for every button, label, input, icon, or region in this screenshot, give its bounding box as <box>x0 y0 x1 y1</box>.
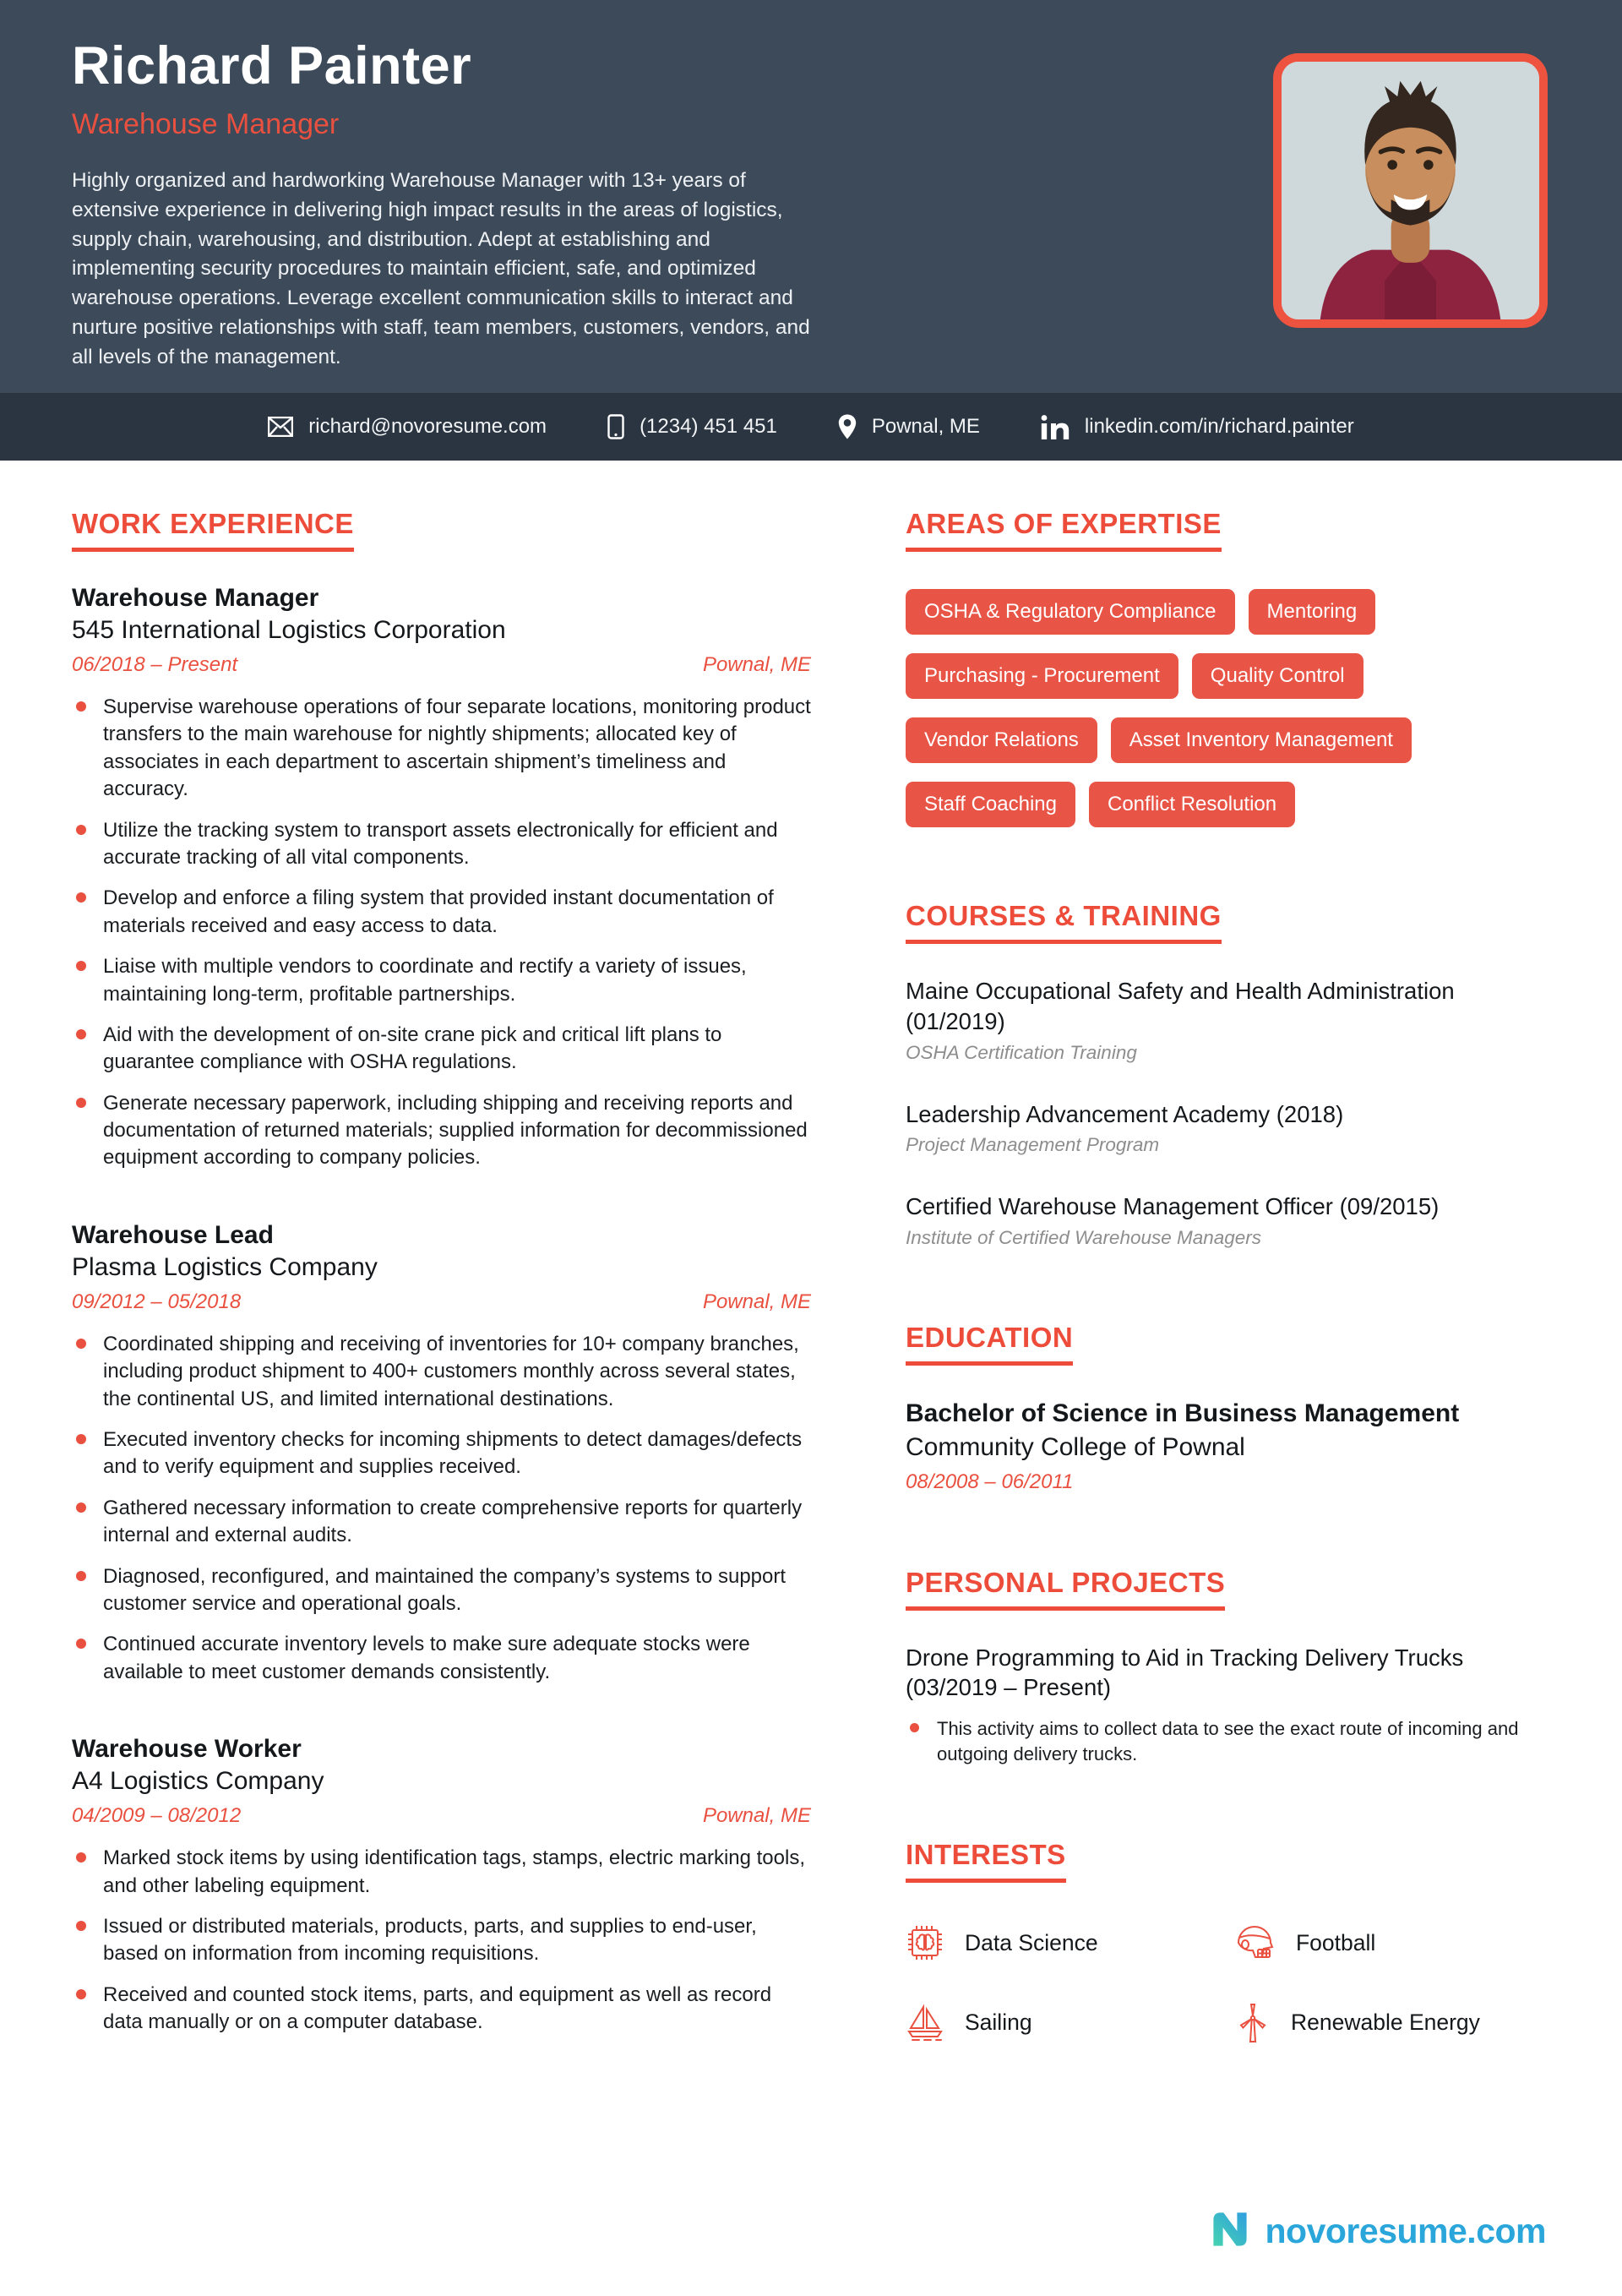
expertise-tags <box>906 589 1548 827</box>
bullet-item <box>72 1090 811 1172</box>
interest-item <box>906 1923 1218 1962</box>
job-entry <box>72 1735 811 2036</box>
job-bullets <box>72 694 811 1172</box>
contact-linkedin-text: linkedin.com/in/richard.painter <box>1084 415 1354 438</box>
interest-item <box>906 2001 1218 2043</box>
bullet-text: Marked stock items by using identification tags, stamps, electric marking tools, and other labeling equipment. <box>103 1846 805 1897</box>
interest-label: Sailing <box>965 2009 1032 2035</box>
contact-bar <box>0 393 1622 461</box>
phone-icon <box>607 414 624 439</box>
course-title: Maine Occupational Safety and Health Administration (01/2019) <box>906 978 1455 1034</box>
bullet-item <box>72 694 811 804</box>
job-entry <box>72 1221 811 1686</box>
bullet-text: Develop and enforce a filing system that provided instant documentation of materials received and easy access to data. <box>103 886 774 937</box>
bullet-text: Liaise with multiple vendors to coordinate and rectify a variety of issues, maintaining long-term, profitable partnerships. <box>103 955 747 1006</box>
job-title: Warehouse Lead <box>72 1220 274 1249</box>
bullet-dot <box>76 1029 86 1039</box>
course-subtitle: Institute of Certified Warehouse Managers <box>906 1227 1262 1248</box>
profile-photo <box>1273 53 1548 328</box>
profile-photo-illustration <box>1282 62 1539 319</box>
contact-email-text: richard@novoresume.com <box>308 415 547 438</box>
wind-turbine-icon <box>1235 2001 1271 2043</box>
interests-heading: INTERESTS <box>906 1839 1066 1883</box>
project-title: Drone Programming to Aid in Tracking Delivery Trucks (03/2019 – Present) <box>906 1644 1464 1701</box>
bullet-dot <box>910 1723 919 1732</box>
profile-summary: Highly organized and hardworking Warehouse Manager with 13+ years of extensive experience in delivering high impact results in the areas of logistics, supply chain, warehousing, and distribution. Adept at establishing and implementing security procedures to maintain efficient, safe, and optimized warehouse operations. Leverage excellent communication skills to interact and nurture positive relationships with staff, team members, customers, vendors, and all levels of the management. <box>72 169 810 368</box>
job-company: A4 Logistics Company <box>72 1767 324 1796</box>
bullet-item <box>72 1331 811 1413</box>
bullet-item <box>72 885 811 940</box>
header-section <box>0 0 1622 393</box>
linkedin-icon <box>1041 414 1070 439</box>
education-section <box>906 1322 1548 1494</box>
bullet-item <box>906 1716 1548 1766</box>
interest-label: Renewable Energy <box>1291 2009 1480 2035</box>
interests-grid <box>906 1923 1548 2043</box>
bullet-item <box>72 817 811 872</box>
education-heading: EDUCATION <box>906 1322 1073 1366</box>
sailboat-icon <box>906 2003 944 2042</box>
job-bullets <box>72 1845 811 2036</box>
novoresume-logo <box>1206 2206 1547 2257</box>
job-location: Pownal, ME <box>702 1290 811 1313</box>
bullet-item <box>72 953 811 1008</box>
job-dates: 06/2018 – Present <box>72 653 238 676</box>
bullet-item <box>72 1426 811 1481</box>
job-meta <box>72 653 811 677</box>
novoresume-logo-text: novoresume.com <box>1265 2211 1546 2250</box>
courses-heading: COURSES & TRAINING <box>906 900 1222 944</box>
bullet-text: Utilize the tracking system to transport assets electronically for efficient and accurate tracking of all vital components. <box>103 818 778 869</box>
course-entry <box>906 1099 1548 1157</box>
bullet-item <box>72 1845 811 1900</box>
education-dates: 08/2008 – 06/2011 <box>906 1470 1074 1493</box>
novoresume-n-icon <box>1206 2206 1254 2257</box>
job-dates: 04/2009 – 08/2012 <box>72 1804 242 1828</box>
expertise-tag: Quality Control <box>1192 653 1363 699</box>
person-name: Richard Painter <box>72 36 472 95</box>
bullet-dot <box>76 961 86 971</box>
bullet-item <box>72 1631 811 1686</box>
location-pin-icon <box>838 414 857 439</box>
work-experience-heading: WORK EXPERIENCE <box>72 508 354 552</box>
course-entry <box>906 1192 1548 1249</box>
body-columns <box>0 461 1622 2116</box>
expertise-tag: Asset Inventory Management <box>1111 717 1412 763</box>
course-subtitle: Project Management Program <box>906 1134 1160 1156</box>
bullet-text: Gathered necessary information to create comprehensive reports for quarterly internal and external audits. <box>103 1496 803 1547</box>
bullet-dot <box>76 701 86 712</box>
bullet-text: Aid with the development of on-site crane pick and critical lift plans to guarantee compliance with OSHA regulations. <box>103 1023 722 1074</box>
courses-section <box>906 900 1548 1249</box>
expertise-tag: Mentoring <box>1249 589 1376 635</box>
interest-label: Data Science <box>965 1929 1098 1955</box>
job-title: Warehouse Manager <box>72 584 319 612</box>
expertise-tag: Conflict Resolution <box>1089 782 1295 827</box>
bullet-text: Executed inventory checks for incoming shipments to detect damages/defects and to verify equipment and supplies received. <box>103 1428 803 1479</box>
bullet-text: Generate necessary paperwork, including shipping and receiving reports and documentation of returned materials; supplied information for decommissioned equipment according to company policies. <box>103 1091 808 1170</box>
bullet-text: Continued accurate inventory levels to make sure adequate stocks were available to meet customer demands consistently. <box>103 1633 750 1683</box>
expertise-tag: Staff Coaching <box>906 782 1075 827</box>
interests-section <box>906 1839 1548 2043</box>
expertise-tag: OSHA & Regulatory Compliance <box>906 589 1235 635</box>
bullet-text: Coordinated shipping and receiving of inventories for 10+ company branches, including product shipment to 400+ customers monthly across several states, the continental US, and limited international destinations. <box>103 1332 799 1410</box>
bullet-item <box>72 1913 811 1968</box>
email-icon <box>268 417 293 437</box>
bullet-text: Diagnosed, reconfigured, and maintained the company’s systems to support customer service and operational goals. <box>103 1564 787 1615</box>
course-subtitle: OSHA Certification Training <box>906 1041 1137 1063</box>
football-helmet-icon <box>1235 1924 1276 1961</box>
expertise-tag: Purchasing - Procurement <box>906 653 1178 699</box>
brain-chip-icon <box>906 1923 944 1962</box>
contact-location-text: Pownal, ME <box>871 415 980 438</box>
projects-heading: PERSONAL PROJECTS <box>906 1567 1225 1611</box>
job-headline: Warehouse Manager <box>72 108 340 140</box>
job-meta <box>72 1290 811 1314</box>
bullet-dot <box>76 1921 86 1931</box>
job-location: Pownal, ME <box>702 1804 811 1828</box>
expertise-heading: AREAS OF EXPERTISE <box>906 508 1222 552</box>
expertise-tag: Vendor Relations <box>906 717 1097 763</box>
job-dates: 09/2012 – 05/2018 <box>72 1290 242 1313</box>
job-entry <box>72 584 811 1172</box>
course-title: Certified Warehouse Management Officer (09/2015) <box>906 1193 1440 1220</box>
bullet-dot <box>76 1098 86 1108</box>
bullet-dot <box>76 1639 86 1649</box>
job-company: Plasma Logistics Company <box>72 1252 378 1281</box>
bullet-text: Issued or distributed materials, products, parts, and supplies to end-user, based on information from incoming requisitions. <box>103 1914 757 1966</box>
interest-item <box>1235 2001 1548 2043</box>
bullet-text: Supervise warehouse operations of four separate locations, monitoring product transfers to the main warehouse for nightly shipments; allocated key of associates in each department to ascertain shipment’s timeliness and accuracy. <box>103 695 811 801</box>
bullet-text: Received and counted stock items, parts, and equipment as well as record data manually or on a computer database. <box>103 1982 772 2034</box>
contact-phone-text: (1234) 451 451 <box>640 415 777 438</box>
bullet-item <box>72 1495 811 1550</box>
contact-phone <box>607 414 777 439</box>
education-school: Community College of Pownal <box>906 1432 1245 1461</box>
bullet-dot <box>76 1571 86 1581</box>
bullet-text: This activity aims to collect data to see the exact route of incoming and outgoing delivery trucks. <box>937 1718 1519 1764</box>
bullet-dot <box>76 1339 86 1349</box>
job-title: Warehouse Worker <box>72 1735 302 1764</box>
interest-item <box>1235 1923 1548 1962</box>
right-column <box>906 508 1548 2116</box>
job-company: 545 International Logistics Corporation <box>72 616 506 644</box>
contact-email <box>268 415 547 439</box>
expertise-section <box>906 508 1548 827</box>
left-column <box>72 508 811 2116</box>
bullet-dot <box>76 1434 86 1444</box>
course-title: Leadership Advancement Academy (2018) <box>906 1100 1344 1127</box>
education-degree: Bachelor of Science in Business Management <box>906 1399 1460 1427</box>
bullet-dot <box>76 825 86 835</box>
course-entry <box>906 976 1548 1064</box>
bullet-dot <box>76 1502 86 1513</box>
bullet-item <box>72 1563 811 1618</box>
bullet-dot <box>76 1989 86 1999</box>
contact-linkedin <box>1041 414 1354 439</box>
bullet-item <box>72 1982 811 2037</box>
job-meta <box>72 1804 811 1828</box>
interest-label: Football <box>1296 1929 1376 1955</box>
bullet-dot <box>76 892 86 903</box>
job-bullets <box>72 1331 811 1686</box>
projects-section <box>906 1567 1548 1767</box>
bullet-dot <box>76 1852 86 1862</box>
contact-location <box>838 414 980 439</box>
bullet-item <box>72 1022 811 1077</box>
job-location: Pownal, ME <box>702 653 811 676</box>
